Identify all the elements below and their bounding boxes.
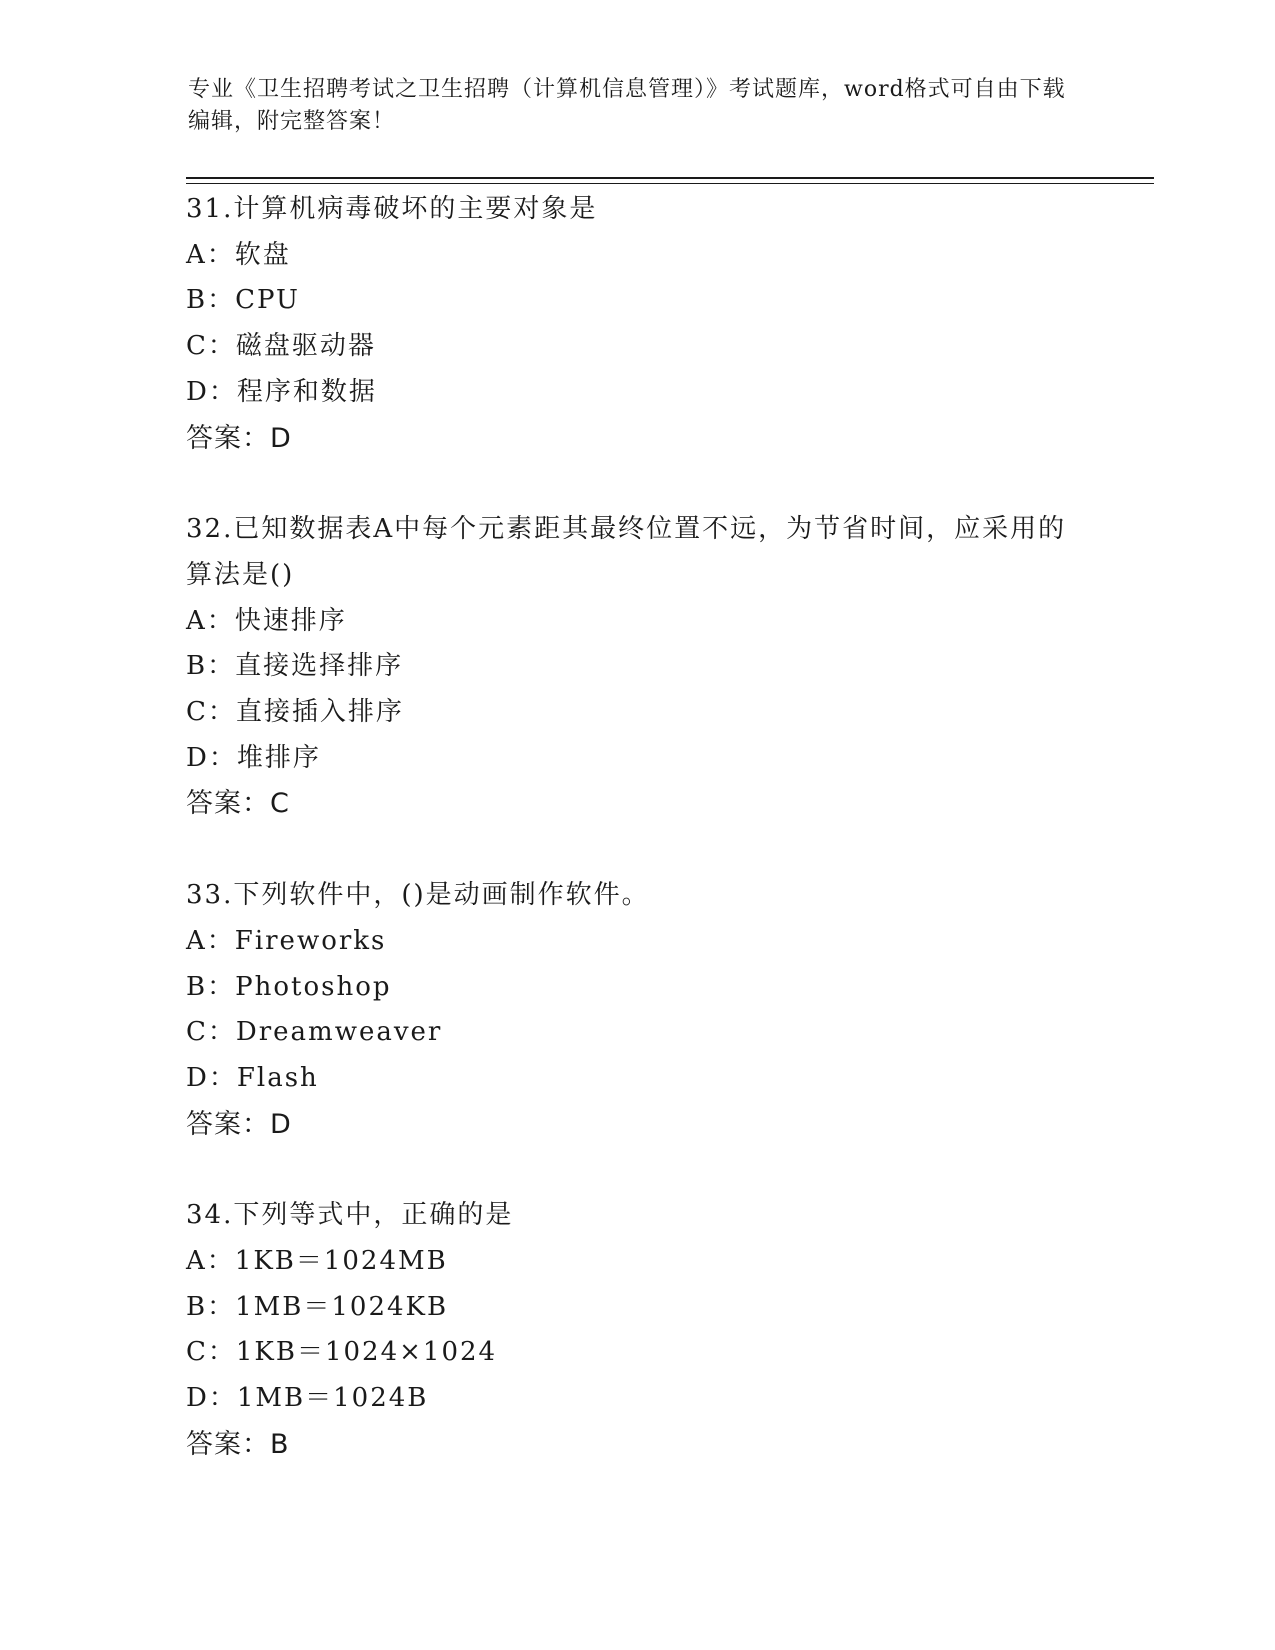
header-divider-thin (186, 183, 1154, 184)
question-32 (186, 507, 1086, 827)
option-a: A：Fireworks (186, 925, 387, 956)
header-divider-thick (186, 177, 1154, 179)
question-list (186, 187, 1086, 1514)
question-stem: 32.已知数据表A中每个元素距其最终位置不远，为节省时间，应采用的算法是() (186, 514, 1067, 590)
option-d: D：堆排序 (186, 742, 321, 773)
question-33 (186, 873, 1086, 1147)
question-31 (186, 187, 1086, 461)
question-34 (186, 1193, 1086, 1467)
option-c: C：Dreamweaver (186, 1017, 443, 1048)
option-b: B：直接选择排序 (186, 651, 404, 682)
question-stem: 31.计算机病毒破坏的主要对象是 (186, 194, 598, 224)
option-c: C：磁盘驱动器 (186, 331, 376, 362)
option-d: D：Flash (186, 1062, 319, 1093)
option-a: A：快速排序 (186, 605, 347, 636)
option-d: D：1MB＝1024B (186, 1383, 429, 1414)
option-b: B：Photoshop (186, 971, 392, 1002)
answer-label: 答案：D (186, 1108, 292, 1140)
option-b: B：1MB＝1024KB (186, 1291, 449, 1322)
option-d: D：程序和数据 (186, 376, 377, 407)
question-stem: 33.下列软件中，()是动画制作软件。 (186, 880, 650, 911)
option-b: B：CPU (186, 285, 300, 316)
option-a: A：1KB＝1024MB (186, 1246, 448, 1277)
answer-label: 答案：B (186, 1428, 290, 1460)
document-header: 专业《卫生招聘考试之卫生招聘（计算机信息管理）》考试题库，word格式可自由下载编辑，附完整答案！ (188, 77, 1066, 134)
answer-label: 答案：C (186, 788, 290, 820)
question-stem: 34.下列等式中，正确的是 (186, 1200, 514, 1231)
option-c: C：直接插入排序 (186, 697, 404, 728)
answer-label: 答案：D (186, 422, 292, 454)
option-a: A：软盘 (186, 239, 291, 270)
option-c: C：1KB＝1024×1024 (186, 1337, 498, 1368)
